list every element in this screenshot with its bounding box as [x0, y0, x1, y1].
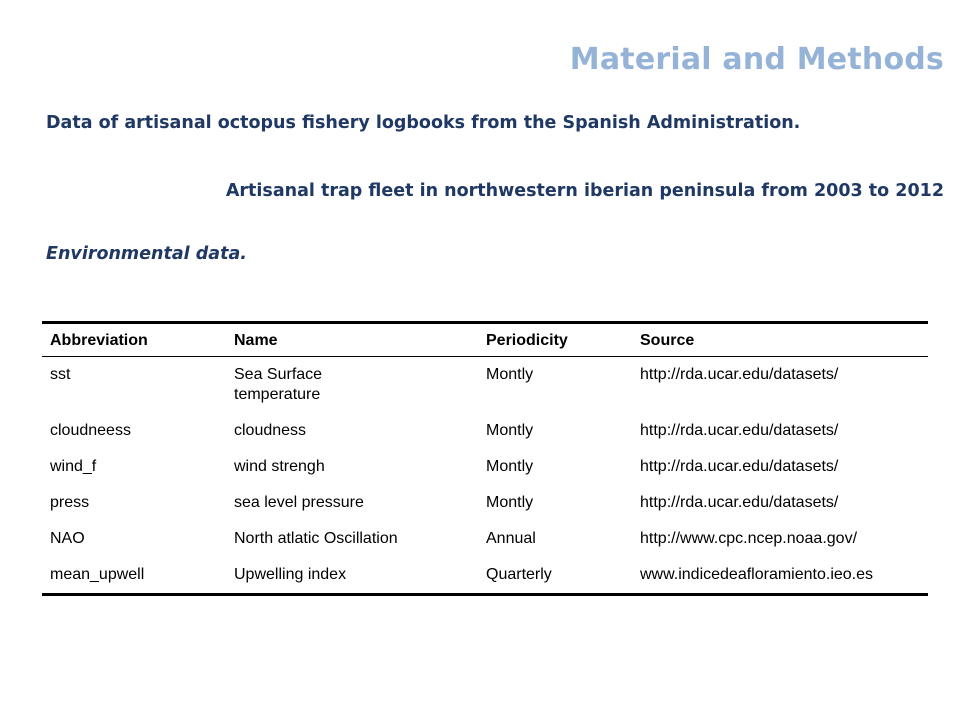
table-row — [42, 449, 928, 485]
header-periodicity: Periodicity — [478, 323, 632, 357]
table-row — [42, 357, 928, 414]
cell-periodicity: Annual — [486, 530, 536, 547]
cell-source: http://rda.ucar.edu/datasets/ — [640, 494, 839, 511]
cell-abbreviation: NAO — [50, 530, 85, 547]
cell-source: http://rda.ucar.edu/datasets/ — [640, 366, 839, 383]
cell-abbreviation: sst — [50, 366, 71, 383]
cell-abbreviation: cloudneess — [50, 422, 131, 439]
cell-name: wind strengh — [234, 458, 325, 475]
cell-abbreviation: press — [50, 494, 90, 511]
cell-source: http://rda.ucar.edu/datasets/ — [640, 422, 839, 439]
table-header-row — [42, 323, 928, 357]
cell-name: sea level pressure — [234, 494, 364, 511]
header-source: Source — [632, 323, 928, 357]
environmental-data-table — [42, 321, 928, 596]
cell-source: http://www.cpc.ncep.noaa.gov/ — [640, 530, 858, 547]
cell-abbreviation: wind_f — [50, 458, 97, 475]
cell-periodicity: Montly — [486, 366, 534, 383]
cell-name: cloudness — [234, 422, 307, 439]
cell-periodicity: Montly — [486, 458, 534, 475]
environmental-data-heading: Environmental data. — [46, 244, 247, 264]
table-row — [42, 413, 928, 449]
cell-periodicity: Montly — [486, 494, 534, 511]
cell-source: http://rda.ucar.edu/datasets/ — [640, 458, 839, 475]
cell-periodicity: Montly — [486, 422, 534, 439]
cell-source: www.indicedeafloramiento.ieo.es — [640, 566, 874, 583]
fleet-description-text: Artisanal trap fleet in northwestern iberian peninsula from 2003 to 2012 — [225, 181, 944, 201]
header-name: Name — [226, 323, 478, 357]
data-source-text: Data of artisanal octopus fishery logbooks from the Spanish Administration. — [46, 113, 801, 133]
header-abbreviation: Abbreviation — [42, 323, 226, 357]
table-row — [42, 557, 928, 595]
cell-abbreviation: mean_upwell — [50, 566, 145, 583]
table-row — [42, 485, 928, 521]
slide-title: Material and Methods — [569, 42, 944, 77]
cell-name: North atlatic Oscillation — [234, 530, 398, 547]
cell-name: Sea Surface temperature — [234, 366, 323, 403]
table-row — [42, 521, 928, 557]
cell-name: Upwelling index — [234, 566, 347, 583]
cell-periodicity: Quarterly — [486, 566, 552, 583]
